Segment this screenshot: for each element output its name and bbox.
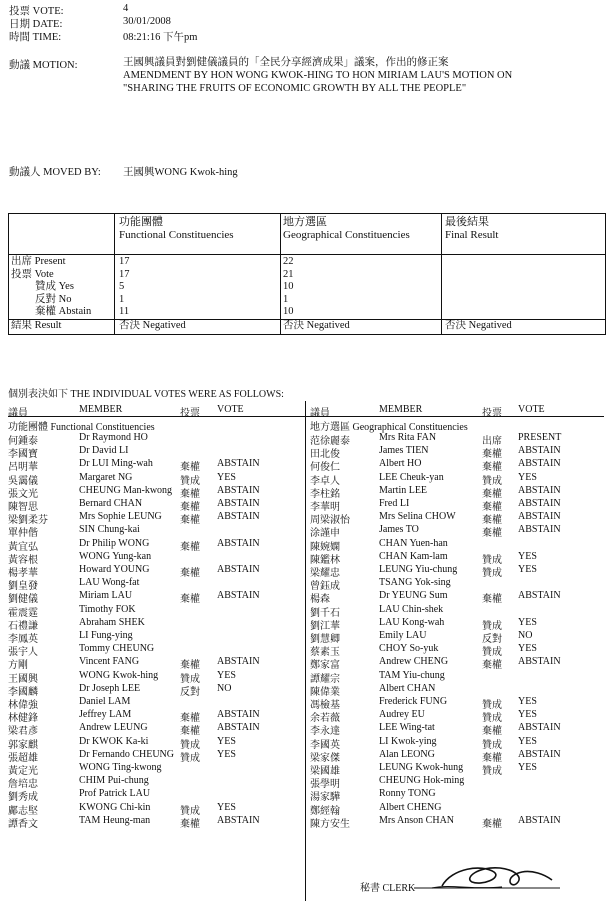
gc-header-zh: 地方選區 <box>283 216 327 228</box>
right-member-name-zh: 馮檢基 <box>310 700 340 711</box>
right-member-name-zh: 余若薇 <box>310 713 340 725</box>
right-vote-zh: 棄權 <box>482 818 502 830</box>
left-vote-en: ABSTAIN <box>217 498 260 509</box>
right-vote-en: ABSTAIN <box>518 445 561 457</box>
left-member-name-zh: 李鳳英 <box>8 634 38 645</box>
left-member-name-zh: 李國麟 <box>8 686 38 698</box>
right-vote-en: ABSTAIN <box>518 590 561 602</box>
right-col-member-en: MEMBER <box>379 404 423 415</box>
right-vote-en: ABSTAIN <box>518 484 561 496</box>
right-member-name-en: Ronny TONG <box>379 788 436 800</box>
right-member-name-zh: 張學明 <box>310 779 340 791</box>
fc-header-en: Functional Constituencies <box>119 229 234 241</box>
right-vote-zh: 棄權 <box>482 594 502 606</box>
left-member-name-en: Howard YOUNG <box>79 564 150 575</box>
right-member-name-en: Mrs Anson CHAN <box>379 814 455 826</box>
left-vote-zh: 棄權 <box>180 502 200 513</box>
right-member-name-en: LAU Kong-wah <box>379 616 445 628</box>
right-member-name-zh: 曾鈺成 <box>310 581 340 593</box>
right-member-name-en: Emily LAU <box>379 630 427 641</box>
gc-value-yes: 10 <box>283 281 294 293</box>
summary-label-present: 出席 Present <box>11 256 66 267</box>
right-member-name-en: Martin LEE <box>379 484 428 496</box>
left-vote-zh: 贊成 <box>180 673 200 685</box>
left-member-name-zh: 梁君彥 <box>8 726 38 738</box>
right-group-title: 地方選區 Geographical Constituencies <box>310 422 468 433</box>
fc-value-vote: 17 <box>119 268 130 280</box>
left-member-name-zh: 何鍾泰 <box>8 436 38 447</box>
left-member-name-en: Dr KWOK Ka-ki <box>79 735 149 747</box>
right-member-name-zh: 涂謹申 <box>310 528 340 540</box>
right-vote-zh: 贊成 <box>482 739 502 751</box>
left-member-name-zh: 譚香文 <box>8 818 38 830</box>
right-member-name-zh: 譚耀宗 <box>310 673 340 685</box>
fc-result: 否決 Negatived <box>119 320 186 331</box>
right-vote-zh: 贊成 <box>482 475 502 487</box>
left-member-name-en: Daniel LAM <box>79 696 131 707</box>
left-vote-zh: 棄權 <box>180 594 200 606</box>
left-vote-zh: 棄權 <box>180 541 200 553</box>
left-member-name-zh: 石禮謙 <box>8 620 38 632</box>
left-vote-zh: 棄權 <box>180 660 200 672</box>
right-col-vote-zh: 投票 <box>482 408 502 419</box>
left-vote-en: ABSTAIN <box>217 484 260 496</box>
motion-text-en-2: "SHARING THE FRUITS OF ECONOMIC GROWTH BY ALL THE PEOPLE" <box>123 83 467 94</box>
right-col-member-zh: 議員 <box>310 408 330 419</box>
left-member-name-en: Vincent FANG <box>79 656 140 668</box>
fc-value-no: 1 <box>119 293 125 305</box>
left-member-name-en: CHEUNG Man-kwong <box>79 484 173 496</box>
left-vote-zh: 贊成 <box>180 752 200 764</box>
left-group-title: 功能團體 Functional Constituencies <box>8 422 155 433</box>
final-header-en: Final Result <box>445 229 499 241</box>
left-vote-zh: 贊成 <box>180 805 200 817</box>
right-member-name-en: TAM Yiu-chung <box>379 669 445 681</box>
date-label: 日期 DATE: <box>9 19 63 30</box>
final-result: 否決 Negatived <box>445 320 512 331</box>
left-member-name-en: Timothy FOK <box>79 603 136 615</box>
left-member-name-en: Dr Joseph LEE <box>79 682 141 694</box>
right-member-name-zh: 陳鑑林 <box>310 554 340 566</box>
right-member-name-en: TSANG Yok-sing <box>379 577 451 589</box>
left-member-name-en: Dr David LI <box>79 445 129 457</box>
left-member-name-zh: 呂明華 <box>8 462 38 474</box>
right-member-name-en: LAU Chin-shek <box>379 603 444 615</box>
left-member-name-zh: 單仲偕 <box>8 528 38 540</box>
moved-by-name: 王國興WONG Kwok-hing <box>123 167 238 178</box>
final-header-zh: 最後結果 <box>445 216 489 228</box>
right-member-name-zh: 范徐麗泰 <box>310 436 350 447</box>
right-vote-zh: 反對 <box>482 634 502 645</box>
right-vote-zh: 棄權 <box>482 528 502 540</box>
left-col-member-en: MEMBER <box>79 404 123 415</box>
right-vote-en: YES <box>518 471 537 483</box>
right-vote-en: YES <box>518 643 537 655</box>
left-member-name-en: CHIM Pui-chung <box>79 775 149 787</box>
left-vote-en: ABSTAIN <box>217 511 260 523</box>
right-member-name-en: James TO <box>379 524 419 536</box>
right-member-name-en: Dr YEUNG Sum <box>379 590 448 602</box>
right-member-name-en: Albert HO <box>379 458 422 470</box>
left-member-name-zh: 林偉強 <box>8 700 38 711</box>
result-label: 結果 Result <box>11 320 62 331</box>
date-value: 30/01/2008 <box>123 16 171 27</box>
right-vote-zh: 贊成 <box>482 568 502 579</box>
right-member-name-zh: 劉江華 <box>310 620 340 632</box>
motion-text-en-1: AMENDMENT BY HON WONG KWOK-HING TO HON MIRIAM LAU'S MOTION ON <box>123 70 513 81</box>
gc-value-abstain: 10 <box>283 306 294 318</box>
right-vote-en: YES <box>518 709 537 721</box>
right-member-name-zh: 陳偉業 <box>310 686 340 698</box>
left-member-name-en: Miriam LAU <box>79 590 133 602</box>
right-member-name-en: CHAN Yuen-han <box>379 537 448 549</box>
right-member-name-zh: 李永達 <box>310 726 340 738</box>
left-member-name-en: WONG Kwok-hing <box>79 669 159 681</box>
moved-by-label: 動議人 MOVED BY: <box>9 167 101 178</box>
left-member-name-zh: 張超雄 <box>8 752 38 764</box>
left-member-name-en: SIN Chung-kai <box>79 524 140 536</box>
left-vote-zh: 贊成 <box>180 475 200 487</box>
time-value: 08:21:16 下午pm <box>123 32 198 43</box>
left-vote-en: YES <box>217 669 236 681</box>
right-member-name-zh: 陳婉嫻 <box>310 541 340 553</box>
left-col-member-zh: 議員 <box>8 408 28 419</box>
right-member-name-zh: 蔡素玉 <box>310 647 340 659</box>
right-member-name-en: Andrew CHENG <box>379 656 449 668</box>
left-member-name-zh: 林健鋒 <box>8 713 38 725</box>
gc-value-no: 1 <box>283 293 289 305</box>
right-member-name-en: LEE Cheuk-yan <box>379 471 444 483</box>
right-vote-zh: 贊成 <box>482 647 502 659</box>
left-vote-en: ABSTAIN <box>217 537 260 549</box>
right-vote-zh: 贊成 <box>482 700 502 711</box>
left-vote-zh: 棄權 <box>180 515 200 527</box>
gc-value-vote: 21 <box>283 268 294 280</box>
right-member-name-zh: 鄭家富 <box>310 660 340 672</box>
right-member-name-zh: 劉千石 <box>310 607 340 619</box>
left-member-name-en: LI Fung-ying <box>79 630 133 641</box>
right-vote-en: YES <box>518 564 537 575</box>
left-vote-zh: 贊成 <box>180 739 200 751</box>
fc-header-zh: 功能團體 <box>119 216 163 228</box>
left-vote-zh: 反對 <box>180 686 200 698</box>
right-vote-en: ABSTAIN <box>518 511 561 523</box>
right-vote-zh: 棄權 <box>482 462 502 474</box>
summary-label-vote: 投票 Vote <box>11 268 54 280</box>
right-vote-zh: 棄權 <box>482 502 502 513</box>
right-vote-en: ABSTAIN <box>518 722 561 734</box>
right-member-name-en: Albert CHENG <box>379 801 442 813</box>
right-vote-zh: 棄權 <box>482 660 502 672</box>
column-divider <box>305 401 306 901</box>
left-member-name-zh: 詹培忠 <box>8 779 38 791</box>
right-vote-zh: 棄權 <box>482 752 502 764</box>
fc-value-yes: 5 <box>119 281 125 293</box>
left-member-name-en: Dr Fernando CHEUNG <box>79 748 174 760</box>
right-member-name-en: James TIEN <box>379 445 429 457</box>
left-member-name-zh: 楊孝華 <box>8 568 38 579</box>
left-vote-en: YES <box>217 748 236 760</box>
right-member-name-en: CHEUNG Hok-ming <box>379 775 465 787</box>
left-member-name-zh: 李國寶 <box>8 449 38 461</box>
right-vote-en: YES <box>518 735 537 747</box>
gc-header-en: Geographical Constituencies <box>283 229 410 241</box>
left-member-name-zh: 梁劉柔芬 <box>8 515 48 527</box>
right-vote-zh: 贊成 <box>482 554 502 566</box>
left-vote-zh: 棄權 <box>180 568 200 579</box>
right-vote-en: PRESENT <box>518 432 562 443</box>
right-vote-zh: 棄權 <box>482 488 502 500</box>
left-col-vote-en: VOTE <box>217 404 244 415</box>
right-member-name-en: CHAN Kam-lam <box>379 550 448 562</box>
right-vote-en: YES <box>518 550 537 562</box>
right-member-name-zh: 梁家傑 <box>310 752 340 764</box>
right-vote-zh: 棄權 <box>482 449 502 461</box>
right-col-vote-en: VOTE <box>518 404 545 415</box>
left-member-name-en: TAM Heung-man <box>79 814 151 826</box>
left-member-name-zh: 郭家麒 <box>8 739 38 751</box>
left-member-name-en: LAU Wong-fat <box>79 577 140 589</box>
left-member-name-en: Abraham SHEK <box>79 616 145 628</box>
right-member-name-en: LEUNG Kwok-hung <box>379 762 464 773</box>
right-member-name-zh: 鄭經翰 <box>310 805 340 817</box>
right-vote-zh: 贊成 <box>482 713 502 725</box>
individual-votes-heading: 個別表決如下 THE INDIVIDUAL VOTES WERE AS FOLLOWS: <box>8 389 284 400</box>
right-member-name-en: CHOY So-yuk <box>379 643 439 655</box>
left-member-name-zh: 劉秀成 <box>8 792 38 804</box>
left-member-name-zh: 吳靄儀 <box>8 475 38 487</box>
summary-label-no: 反對 No <box>35 293 72 305</box>
right-member-name-zh: 李柱銘 <box>310 488 340 500</box>
left-member-name-zh: 黃宜弘 <box>8 541 38 553</box>
right-member-name-en: Albert CHAN <box>379 682 436 694</box>
right-vote-en: ABSTAIN <box>518 458 561 470</box>
right-vote-zh: 棄權 <box>482 515 502 527</box>
column-header-rule <box>8 416 604 417</box>
left-vote-zh: 棄權 <box>180 818 200 830</box>
left-vote-zh: 棄權 <box>180 488 200 500</box>
left-vote-en: ABSTAIN <box>217 564 260 575</box>
right-member-name-zh: 李華明 <box>310 502 340 513</box>
summary-table <box>8 213 606 335</box>
left-member-name-zh: 王國興 <box>8 673 38 685</box>
fc-value-present: 17 <box>119 256 130 267</box>
left-member-name-zh: 張宇人 <box>8 647 38 659</box>
right-vote-zh: 贊成 <box>482 766 502 777</box>
left-member-name-en: WONG Yung-kan <box>79 550 152 562</box>
left-vote-en: YES <box>217 801 236 813</box>
vote-number: 4 <box>123 3 129 14</box>
left-vote-zh: 棄權 <box>180 462 200 474</box>
gc-value-present: 22 <box>283 256 294 267</box>
right-member-name-zh: 李國英 <box>310 739 340 751</box>
right-member-name-zh: 梁耀忠 <box>310 568 340 579</box>
left-member-name-zh: 鄺志堅 <box>8 805 38 817</box>
left-member-name-en: Dr LUI Ming-wah <box>79 458 153 470</box>
left-member-name-zh: 劉健儀 <box>8 594 38 606</box>
left-member-name-zh: 劉皇發 <box>8 581 38 593</box>
right-member-name-zh: 梁國雄 <box>310 766 340 777</box>
left-member-name-zh: 方剛 <box>8 660 28 672</box>
left-member-name-en: Dr Philip WONG <box>79 537 150 549</box>
left-member-name-en: KWONG Chi-kin <box>79 801 151 813</box>
right-vote-en: ABSTAIN <box>518 814 561 826</box>
gc-result: 否決 Negatived <box>283 320 350 331</box>
motion-text-zh: 王國興議員對劉健儀議員的「全民分享經濟成果」議案，作出的修正案 <box>123 57 449 68</box>
right-vote-zh: 贊成 <box>482 620 502 632</box>
left-member-name-zh: 黃定光 <box>8 766 38 777</box>
right-member-name-en: Mrs Rita FAN <box>379 432 437 443</box>
right-vote-en: ABSTAIN <box>518 524 561 536</box>
left-vote-zh: 棄權 <box>180 726 200 738</box>
right-vote-zh: 出席 <box>482 436 502 447</box>
left-member-name-en: Bernard CHAN <box>79 498 143 509</box>
left-member-name-en: WONG Ting-kwong <box>79 762 162 773</box>
right-member-name-en: Frederick FUNG <box>379 696 448 707</box>
left-vote-en: ABSTAIN <box>217 814 260 826</box>
left-member-name-zh: 黃容根 <box>8 554 38 566</box>
left-member-name-zh: 霍震霆 <box>8 607 38 619</box>
right-vote-en: YES <box>518 616 537 628</box>
vote-number-label: 投票 VOTE: <box>9 6 64 17</box>
left-vote-en: ABSTAIN <box>217 709 260 721</box>
right-member-name-zh: 陳方安生 <box>310 818 350 830</box>
right-vote-en: YES <box>518 762 537 773</box>
clerk-signature-icon <box>412 860 562 894</box>
right-vote-en: YES <box>518 696 537 707</box>
left-member-name-en: Margaret NG <box>79 471 133 483</box>
left-vote-zh: 棄權 <box>180 713 200 725</box>
right-member-name-en: Alan LEONG <box>379 748 435 760</box>
left-member-name-en: Andrew LEUNG <box>79 722 148 734</box>
motion-label: 動議 MOTION: <box>9 60 78 71</box>
left-vote-en: ABSTAIN <box>217 590 260 602</box>
left-member-name-en: Tommy CHEUNG <box>79 643 155 655</box>
left-member-name-en: Jeffrey LAM <box>79 709 132 721</box>
right-vote-en: ABSTAIN <box>518 498 561 509</box>
right-vote-en: NO <box>518 630 533 641</box>
right-member-name-en: LEUNG Yiu-chung <box>379 564 458 575</box>
right-member-name-en: Mrs Selina CHOW <box>379 511 456 523</box>
right-vote-zh: 棄權 <box>482 726 502 738</box>
left-vote-en: ABSTAIN <box>217 458 260 470</box>
right-member-name-en: LEE Wing-tat <box>379 722 435 734</box>
left-member-name-en: Prof Patrick LAU <box>79 788 151 800</box>
right-member-name-zh: 何俊仁 <box>310 462 340 474</box>
summary-label-yes: 贊成 Yes <box>35 281 74 293</box>
right-member-name-zh: 周梁淑怡 <box>310 515 350 527</box>
left-member-name-en: Mrs Sophie LEUNG <box>79 511 162 523</box>
left-col-vote-zh: 投票 <box>180 408 200 419</box>
left-vote-en: YES <box>217 471 236 483</box>
time-label: 時間 TIME: <box>9 32 62 43</box>
right-member-name-zh: 劉慧卿 <box>310 634 340 645</box>
right-member-name-en: Audrey EU <box>379 709 425 721</box>
left-vote-en: NO <box>217 682 232 694</box>
right-vote-en: ABSTAIN <box>518 656 561 668</box>
left-vote-en: YES <box>217 735 236 747</box>
fc-value-abstain: 11 <box>119 306 130 318</box>
right-member-name-en: LI Kwok-ying <box>379 735 437 747</box>
right-member-name-zh: 李卓人 <box>310 475 340 487</box>
summary-label-abstain: 棄權 Abstain <box>35 306 92 318</box>
left-member-name-en: Dr Raymond HO <box>79 432 148 443</box>
right-member-name-zh: 田北俊 <box>310 449 340 461</box>
right-member-name-en: Fred LI <box>379 498 410 509</box>
left-vote-en: ABSTAIN <box>217 722 260 734</box>
right-vote-en: ABSTAIN <box>518 748 561 760</box>
right-member-name-zh: 湯家驊 <box>310 792 340 804</box>
right-member-name-zh: 楊森 <box>310 594 330 606</box>
left-vote-en: ABSTAIN <box>217 656 260 668</box>
left-member-name-zh: 陳智思 <box>8 502 38 513</box>
left-member-name-zh: 張文光 <box>8 488 38 500</box>
clerk-label: 秘書 CLERK <box>360 883 416 894</box>
